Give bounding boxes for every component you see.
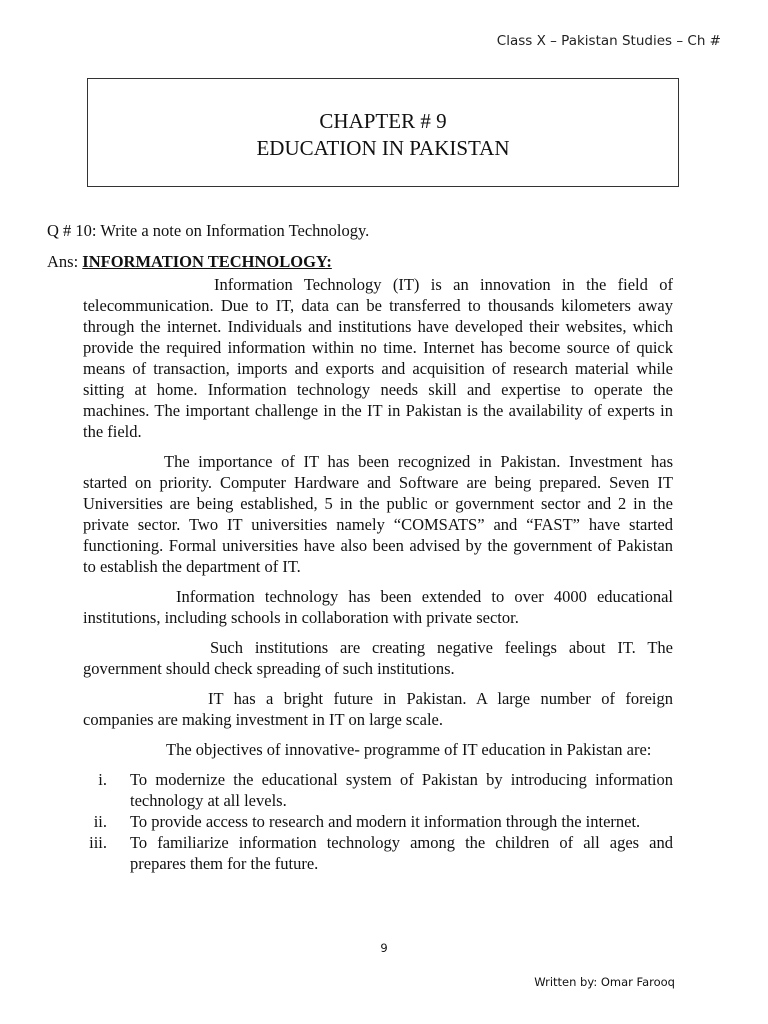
list-text: To modernize the educational system of Pakistan by introducing information technology at all levels. (130, 770, 673, 810)
list-text: To provide access to research and modern it information through the internet. (130, 812, 641, 831)
answer-label: Ans: (47, 252, 83, 271)
answer-heading-line (47, 252, 332, 272)
paragraph-3: Information technology has been extended to over 4000 educational institutions, including schools in collaboration with private sector. (83, 587, 673, 627)
paragraph-2: The importance of IT has been recognized in Pakistan. Investment has started on priority. Computer Hardware and Software are being prepared. Seven IT Universities are being established, 5 in the public or government sector and 2 in the private sector. Two IT universities namely “COMSATS” and “FAST” have started functioning. Formal universities have also been advised by the government of Pakistan to establish the department of IT. (83, 452, 673, 576)
paragraph-1: Information Technology (IT) is an innovation in the field of telecommunication. Due to IT, data can be transferred to thousands kilometers away through the internet. Individuals and institutions have developed their websites, which provide the required information within no time. Internet has become source of quick means of transaction, imports and exports and acquisition of research material while sitting at home. Information technology needs skill and expertise to operate the machines. The important challenge in the IT in Pakistan is the availability of experts in the field. (83, 275, 673, 441)
list-item (83, 832, 673, 874)
paragraph-6: The objectives of innovative- programme of IT education in Pakistan are: (166, 740, 652, 759)
chapter-title-box (87, 78, 679, 187)
chapter-number: CHAPTER # 9 (319, 109, 447, 133)
running-header: Class X – Pakistan Studies – Ch # (496, 33, 721, 49)
footer-author: Written by: Omar Farooq (534, 975, 675, 989)
chapter-title: EDUCATION IN PAKISTAN (256, 136, 510, 160)
list-number: ii. (93, 812, 107, 831)
list-item (83, 811, 673, 832)
objectives-list (83, 769, 673, 874)
list-item (83, 769, 673, 811)
answer-heading: INFORMATION TECHNOLOGY: (82, 252, 332, 271)
list-number: iii. (89, 833, 107, 852)
question-text: Q # 10: Write a note on Information Technology. (47, 221, 370, 240)
list-number: i. (98, 770, 107, 789)
page-number: 9 (380, 941, 388, 955)
answer-body (83, 274, 673, 874)
paragraph-5: IT has a bright future in Pakistan. A large number of foreign companies are making investment in IT on large scale. (83, 689, 673, 729)
paragraph-4: Such institutions are creating negative feelings about IT. The government should check spreading of such institutions. (83, 638, 673, 678)
list-text: To familiarize information technology among the children of all ages and prepares them for the future. (130, 833, 673, 873)
